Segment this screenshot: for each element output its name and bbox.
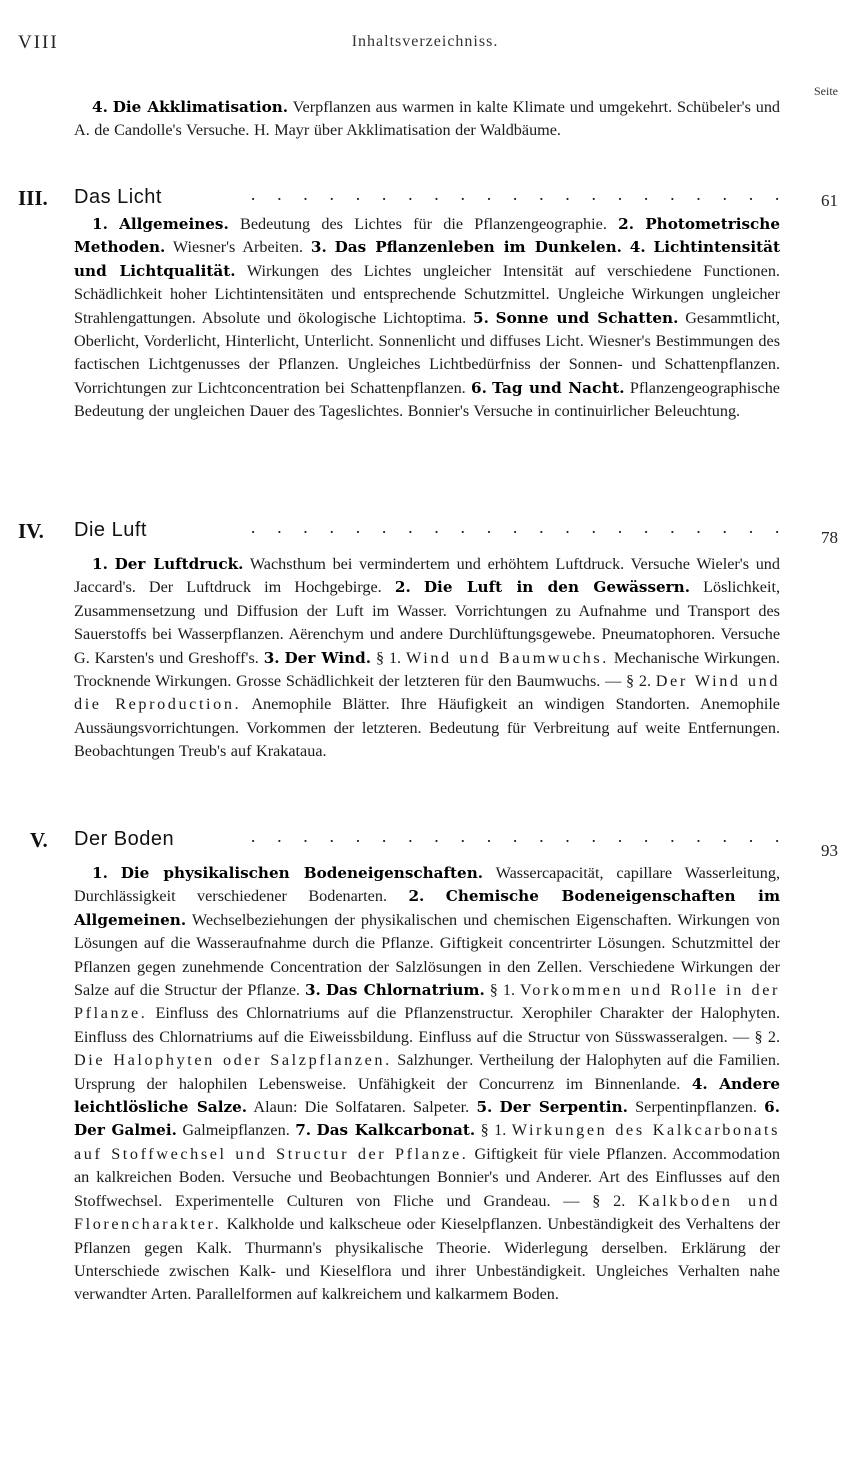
entry-text: Wiesner's Arbeiten. (172, 238, 304, 257)
entry-title: Der Galmei. (74, 1121, 177, 1140)
entry-number: 5. (473, 308, 489, 327)
entry-number: 6. (471, 378, 487, 397)
entry-text: Einfluss des Chlornatriums auf die Pflanzenstructur. Xerophiler Charakter der Halophyten. Einfluss des Chlornatriums auf die Eiweissbildung. Einfluss auf die Structur von Süsswasseralgen. — (74, 1004, 780, 1046)
entry-number: 5. (476, 1098, 493, 1117)
entry-title: Allgemeines. (119, 215, 229, 233)
entry-text: Kalkholde und kalkscheue oder Kieselpflanzen. Unbeständigkeit des Verhaltens der Pflanzen gegen Kalk. Thurmann's physikalische Theorie. Widerlegung derselben. Erklärung der Unterschiede zwischen Kalk- und Kieselflora und ihrer Unbeständigkeit. Ungleiches Verhalten nahe verwandter Arten. Parallelformen auf kalkreichem und kalkarmem Boden. (74, 1215, 780, 1304)
entry-title: Chemische Bodeneigenschaften im Allgemeinen. (74, 887, 781, 929)
section-licht (74, 213, 780, 424)
entry-text: Gesammtlicht, Oberlicht, Vorderlicht, Hinterlicht, Unterlicht. Sonnenlicht und diffuses Licht. Wiesner's Bestimmungen des factischen Lichtgenusses der Pflanzen. Ungleiches Lichtbedürfniss der Sonnen- und Schattenpflanzen. Vorrichtungen zur Lichtconcentration bei Schattenpflanzen. (74, 308, 781, 397)
entry-text: Salzhunger. Vertheilung der Halophyten auf die Familien. Ursprung der halophilen Lebensweise. Unfähigkeit der Concurrenz im Binnenlande. (74, 1051, 780, 1093)
chapter-title: Der Boden (74, 828, 175, 850)
entry-title: Der Luftdruck. (114, 555, 244, 573)
entry-title: Photometrische Methoden. (74, 215, 780, 257)
entry-text: Wirkungen des Lichtes ungleicher Intensität auf verschiedene Functionen. Schädlichkeit hoher Lichtintensitäten und entsprechende Schutzmittel. Ungleiche Wirkungen ungleicher Strahlengattungen. Absolute und ökologische Lichtoptima. (74, 261, 780, 327)
entry-title: Tag und Nacht. (492, 378, 625, 397)
paragraph-mark: § 1. (375, 648, 402, 667)
chapter-number: IV. (18, 519, 44, 543)
entry-text: Anemophile Blätter. Ihre Häufigkeit an windigen Standorten. Anemophile Aussäungsvorrichtungen. Vorkommen der letzteren. Bedeutung für Verbreitung auf weite Entfernungen. Beobachtungen Treub's auf Krakataua. (74, 695, 780, 761)
entry-number: 7. (295, 1121, 312, 1140)
entry-title: Sonne und Schatten. (495, 308, 679, 327)
running-head: Inhaltsverzeichniss. (351, 33, 499, 50)
chapter-heading-luft (18, 519, 838, 547)
entry-title: Die physikalischen Bodeneigenschaften. (120, 864, 484, 882)
paragraph-mark: § 2. (754, 1027, 780, 1046)
seite-column-label: Seite (814, 84, 838, 98)
entry-number: 4. (629, 238, 646, 257)
entry-title: Das Chlornatrium. (325, 981, 485, 1000)
entry-number: 4. (92, 98, 108, 116)
chapter-title: Die Luft (74, 519, 147, 541)
entry-text: Wechselbeziehungen der physikalischen und chemischen Eigenschaften. Wirkungen von Lösungen auf die Wasseraufnahme durch die Pflanze. Giftigkeit concentrirter Lösungen. Schutzmittel der Pflanzen gegen zunehmende Concentration der Salzlösungen in den Zellen. Verschiedene Wirkungen der Salze auf die Structur der Pflanze. (74, 910, 780, 1000)
entry-number: 2. (408, 887, 425, 906)
chapter-heading-licht (18, 186, 838, 214)
entry-title: Lichtintensität und Lichtqualität. (74, 238, 780, 280)
chapter-page-number: 61 (821, 191, 838, 210)
entry-text: Alaun: Die Solfataren. Salpeter. (253, 1098, 470, 1117)
paragraph-mark: § 1. (489, 981, 516, 1000)
entry-text: Galmeipflanzen. (182, 1121, 290, 1140)
entry-number: 1. (92, 555, 108, 573)
chapter-page-number: 93 (821, 841, 838, 860)
entry-akklimatisation (74, 96, 780, 143)
entry-title: Das Kalkcarbonat. (316, 1121, 476, 1140)
entry-title: Die Akklimatisation. (112, 98, 289, 116)
page-number: VIII (18, 32, 59, 53)
entry-text: Wassercapacität, capillare Wasserleitung, Durchlässigkeit verschiedener Bodenarten. (74, 864, 781, 906)
entry-title: Das Pflanzenleben im Dunkelen. (334, 238, 622, 257)
entry-number: 3. (310, 238, 327, 257)
entry-number: 1. (92, 864, 108, 882)
entry-title: Der Wind. (284, 648, 372, 667)
subsection-title: Der Wind und die Reproduction. (74, 672, 781, 714)
dot-leaders: . . . . . . . . . . . . . . . . . . . . . (250, 517, 788, 537)
entry-text: Mechanische Wirkungen. Trocknende Wirkungen. Grosse Schädlichkeit der letzteren für den Baumwuchs. — (74, 648, 781, 691)
entry-number: 3. (263, 648, 280, 667)
section-boden (74, 862, 780, 1307)
entry-title: Andere leichtlösliche Salze. (74, 1074, 780, 1117)
entry-text: Verpflanzen aus warmen in kalte Klimate und umgekehrt. Schübeler's und A. de Candolle's Versuche. H. Mayr über Akklimatisation der Waldbäume. (74, 98, 781, 140)
entry-text: Pflanzengeographische Bedeutung der ungleichen Dauer des Tageslichtes. Bonnier's Versuche in continuirlicher Beleuchtung. (74, 378, 780, 421)
entry-text: Wachsthum bei vermindertem und erhöhtem Luftdruck. Versuche Wieler's und Jaccard's. Der Luftdruck im Hochgebirge. (74, 555, 780, 597)
entry-title: Die Luft in den Gewässern. (423, 578, 690, 597)
entry-number: 1. (92, 215, 108, 233)
entry-text: Bedeutung des Lichtes für die Pflanzengeographie. (240, 215, 607, 233)
entry-number: 6. (764, 1098, 781, 1117)
subsection-title: Wirkungen des Kalkcarbonats auf Stoffwechsel und Structur der Pflanze. (74, 1121, 781, 1163)
entry-text: Giftigkeit für viele Pflanzen. Accommodation an kalkreichen Boden. Versuche und Beobachtungen Bonnier's und Anderer. Art des Einflusses auf den Stoffwechsel. Experimentelle Culturen von Fliche und Grandeau. — (74, 1144, 781, 1210)
entry-text: Löslichkeit, Zusammensetzung und Diffusion der Luft im Wasser. Vorrichtungen zu Aufnahme und Transport des Sauerstoffs bei Wasserpflanzen. Aërenchym und andere Durchlüftungsgewebe. Pneumatophoren. Versuche G. Karsten's und Greshoff's. (74, 578, 781, 667)
dot-leaders: . . . . . . . . . . . . . . . . . . . . . (250, 826, 788, 846)
entry-number: 2. (394, 578, 411, 597)
dot-leaders: . . . . . . . . . . . . . . . . . . . . . (250, 184, 788, 204)
paragraph-mark: § 2. (592, 1191, 626, 1210)
chapter-heading-boden (18, 826, 838, 860)
chapter-number: III. (18, 186, 48, 210)
paragraph-mark: § 1. (480, 1121, 507, 1140)
chapter-page-number: 78 (821, 528, 838, 547)
subsection-title: Kalkboden und Florencharakter. (74, 1191, 781, 1234)
chapter-title: Das Licht (74, 186, 162, 208)
subsection-title: Wind und Baumwuchs. (406, 648, 609, 667)
section-luft (74, 553, 780, 764)
chapter-number: V. (30, 828, 48, 852)
entry-text: Serpentinpflanzen. (635, 1098, 757, 1117)
paragraph-mark: § 2. (626, 672, 652, 691)
entry-number: 4. (691, 1074, 708, 1093)
entry-number: 2. (618, 215, 634, 233)
entry-number: 3. (304, 981, 321, 1000)
entry-title: Der Serpentin. (499, 1098, 628, 1117)
subsection-title: Die Halophyten oder Salzpflanzen. (74, 1051, 392, 1070)
subsection-title: Vorkommen und Rolle in der Pflanze. (74, 981, 781, 1023)
